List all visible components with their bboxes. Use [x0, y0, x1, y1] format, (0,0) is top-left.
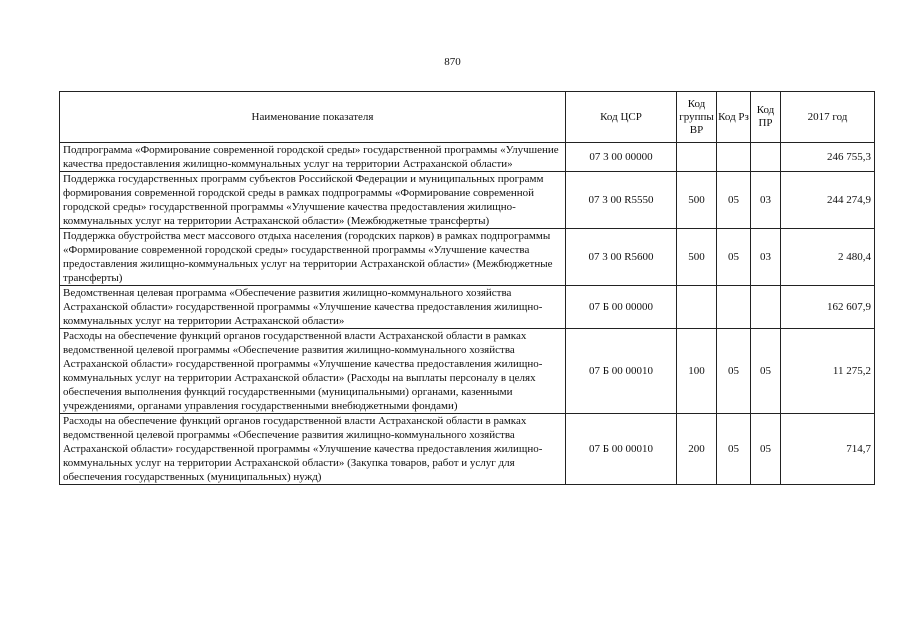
row-name: Подпрограмма «Формирование современной городской среды» государственной программы «Улучшение качества предоставления жилищно-коммунальных услуг на территории Астраханской области» — [60, 143, 566, 172]
table-row — [60, 414, 875, 485]
row-rz: 05 — [717, 172, 751, 229]
row-amount: 714,7 — [781, 414, 875, 485]
row-amount: 2 480,4 — [781, 229, 875, 286]
row-pr — [751, 286, 781, 329]
table-row — [60, 172, 875, 229]
row-amount: 162 607,9 — [781, 286, 875, 329]
row-vr — [677, 143, 717, 172]
table-row — [60, 286, 875, 329]
header-csr: Код ЦСР — [566, 92, 677, 143]
row-csr: 07 3 00 R5600 — [566, 229, 677, 286]
row-name: Поддержка государственных программ субъектов Российской Федерации и муниципальных программ формирования современной городской среды в рамках подпрограммы «Формирование современной городской среды» государственной программы «Улучшение качества предоставления жилищно-коммунальных услуг на территории Астраханской области» (Межбюджетные трансферты) — [60, 172, 566, 229]
row-rz — [717, 143, 751, 172]
row-csr: 07 3 00 00000 — [566, 143, 677, 172]
header-vr: Код группы ВР — [677, 92, 717, 143]
row-pr: 03 — [751, 172, 781, 229]
row-vr: 500 — [677, 229, 717, 286]
header-name: Наименование показателя — [60, 92, 566, 143]
row-vr — [677, 286, 717, 329]
row-rz — [717, 286, 751, 329]
row-pr — [751, 143, 781, 172]
page-number: 870 — [444, 56, 461, 68]
row-rz: 05 — [717, 329, 751, 414]
row-rz: 05 — [717, 229, 751, 286]
table-row — [60, 229, 875, 286]
row-vr: 100 — [677, 329, 717, 414]
row-amount: 246 755,3 — [781, 143, 875, 172]
row-name: Расходы на обеспечение функций органов государственной власти Астраханской области в рамках ведомственной целевой программы «Обеспечение развития жилищно-коммунального хозяйства Астраханской области» государственной программы «Улучшение качества предоставления жилищно-коммунальных услуг на территории Астраханской области» (Расходы на выплаты персоналу в целях обеспечения выполнения функций государственными (муниципальными) органами, казенными учреждениями, органами управления государственными внебюджетными фондами) — [60, 329, 566, 414]
row-vr: 200 — [677, 414, 717, 485]
row-csr: 07 Б 00 00010 — [566, 329, 677, 414]
row-csr: 07 3 00 R5550 — [566, 172, 677, 229]
row-vr: 500 — [677, 172, 717, 229]
row-csr: 07 Б 00 00000 — [566, 286, 677, 329]
row-name: Поддержка обустройства мест массового отдыха населения (городских парков) в рамках подпрограммы «Формирование современной городской среды» государственной программы «Улучшение качества предоставления жилищно-коммунальных услуг на территории Астраханской области» (Межбюджетные трансферты) — [60, 229, 566, 286]
row-pr: 05 — [751, 414, 781, 485]
row-name: Ведомственная целевая программа «Обеспечение развития жилищно-коммунального хозяйства Астраханской области» государственной программы «Улучшение качества предоставления жилищно-коммунальных услуг на территории Астраханской области» — [60, 286, 566, 329]
row-amount: 11 275,2 — [781, 329, 875, 414]
row-csr: 07 Б 00 00010 — [566, 414, 677, 485]
row-pr: 05 — [751, 329, 781, 414]
table-row — [60, 143, 875, 172]
table-row — [60, 329, 875, 414]
row-pr: 03 — [751, 229, 781, 286]
budget-table — [59, 91, 875, 485]
header-row — [60, 92, 875, 143]
row-name: Расходы на обеспечение функций органов государственной власти Астраханской области в рамках ведомственной целевой программы «Обеспечение развития жилищно-коммунального хозяйства Астраханской области» государственной программы «Улучшение качества предоставления жилищно-коммунальных услуг на территории Астраханской области» (Закупка товаров, работ и услуг для обеспечения государственных (муниципальных) нужд) — [60, 414, 566, 485]
header-pr: Код ПР — [751, 92, 781, 143]
header-year: 2017 год — [781, 92, 875, 143]
header-rz: Код Рз — [717, 92, 751, 143]
row-amount: 244 274,9 — [781, 172, 875, 229]
row-rz: 05 — [717, 414, 751, 485]
